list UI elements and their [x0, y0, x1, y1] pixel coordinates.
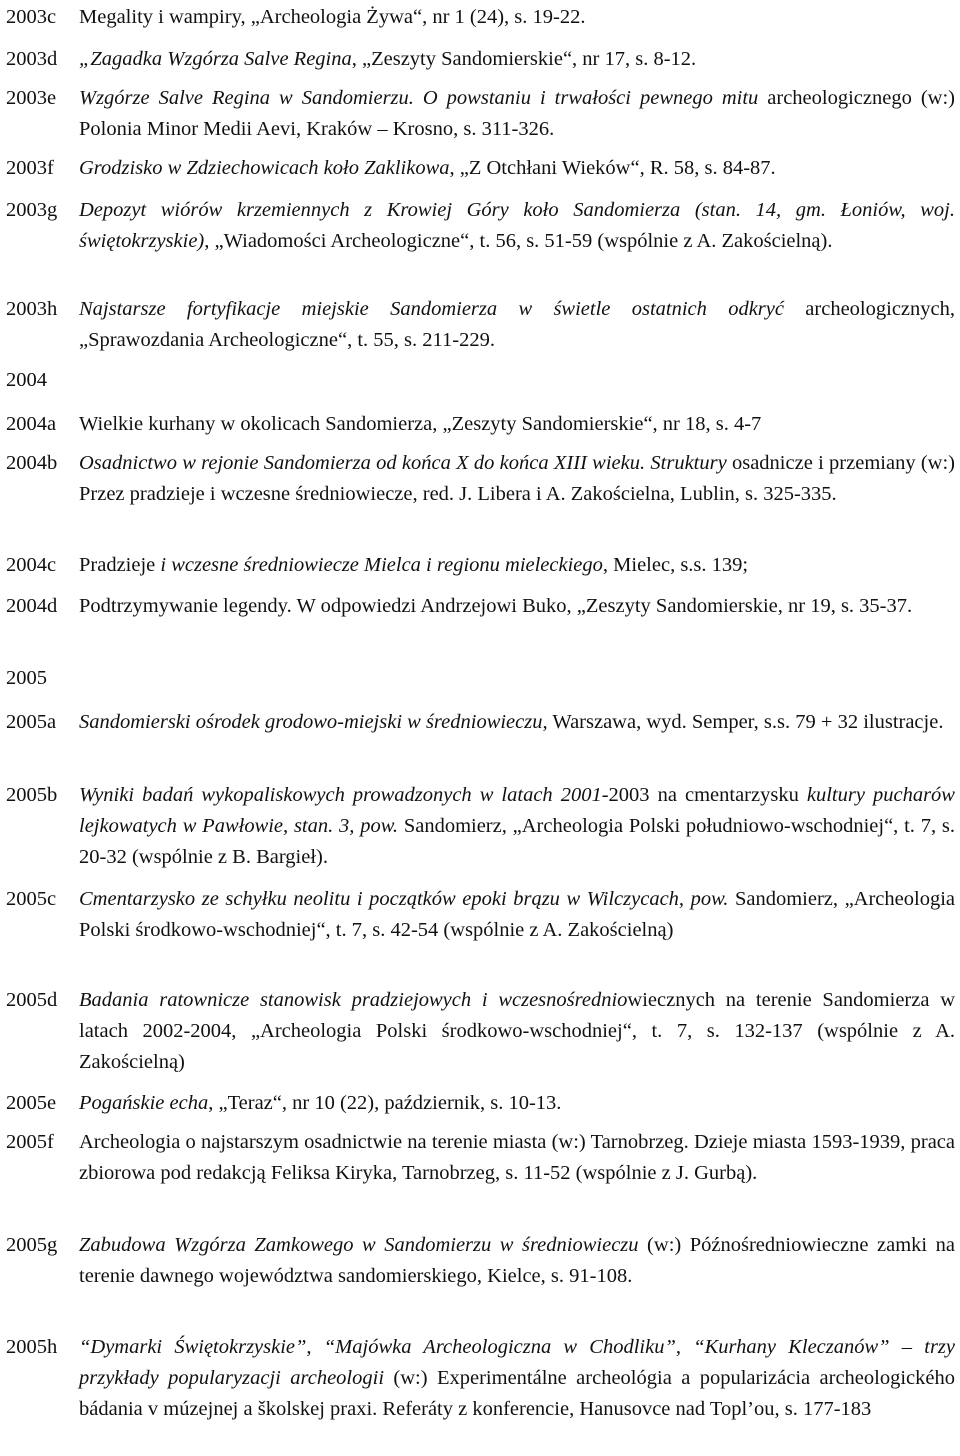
entry-code: 2003e — [6, 87, 57, 109]
entry-title-italic: „Zagadka Wzgórza Salve Regina — [79, 48, 352, 70]
entry-title-italic: Zabudowa Wzgórza Zamkowego w Sandomierzu w średniowieczu — [79, 1234, 639, 1256]
entry-text-segment: Sandomierz, „Archeologia Polski południowo-wschodniej“, t. 7, s. 20-32 (wspólnie z B. Bargieł). — [79, 815, 955, 868]
entry-text — [79, 1230, 955, 1292]
entry-text — [79, 1127, 955, 1189]
entry-code: 2004b — [6, 452, 58, 474]
entry-code: 2005h — [6, 1336, 58, 1358]
entry-text-segment: archeologicznego (w:) Polonia Minor Medii Aevi, Kraków – Krosno, s. 311-326. — [79, 87, 955, 140]
entry-code: 2004a — [6, 413, 57, 435]
entry-text-segment: wiecznych na terenie Sandomierza w latach 2002-2004, „Archeologia Polski środkowo-wschodniej“, t. 7, s. 132-137 (wspólnie z A. Zakościelną) — [79, 989, 955, 1073]
entry-code: 2005a — [6, 711, 57, 733]
entry-text-segment: , Warszawa, wyd. Semper, s.s. 79 + 32 ilustracje. — [542, 711, 944, 733]
entry-code: 2005c — [6, 888, 57, 910]
entry-text — [79, 707, 955, 738]
entry-code: 2003f — [6, 157, 54, 179]
entry-text — [79, 2, 955, 33]
entry-title-italic: Badania ratownicze stanowisk pradziejowych i wczesnośrednio — [79, 989, 628, 1011]
entry-title-italic: Sandomierski ośrodek grodowo-miejski w średniowieczu — [79, 711, 543, 733]
entry-text — [79, 409, 955, 440]
entry-text-segment: Megality i wampiry, „Archeologia Żywa“, nr 1 (24), s. 19-22. — [79, 6, 586, 28]
entry-title-italic: kultury pucharów lejkowatych w Pawłowie, stan. 3, pow. — [79, 784, 955, 837]
entry-text-segment: osadnicze i przemiany (w:) Przez pradzieje i wczesne średniowiecze, red. J. Libera i A. Zakościelna, Lublin, s. 325-335. — [79, 452, 955, 505]
entry-text-segment: Podtrzymywanie legendy. W odpowiedzi Andrzejowi Buko, „Zeszyty Sandomierskie, nr 19, s. 35-37. — [79, 595, 913, 617]
entry-text-segment: 2003 na cmentarzysku — [608, 784, 807, 806]
entry-text-segment: (w:) Experimentálne archeológia a popularizácia archeologického bádania v múzejnej a školskej praxi. Referáty z konferencie, Hanusovce nad Topl’ou, s. 177-183 — [79, 1367, 955, 1420]
entry-code: 2005f — [6, 1131, 54, 1153]
entry-text — [79, 44, 955, 75]
entry-text — [79, 83, 955, 145]
entry-text-segment: Sandomierz, „Archeologia Polski środkowo-wschodniej“, t. 7, s. 42-54 (wspólnie z A. Zakościelną) — [79, 888, 955, 941]
entry-title-italic: Osadnictwo w rejonie Sandomierza od końca X do końca XIII wieku. Struktury — [79, 452, 727, 474]
year-heading: 2005 — [6, 667, 47, 689]
entry-text-segment: , Mielec, s.s. 139; — [602, 554, 749, 576]
entry-title-italic: Wzgórze Salve Regina w Sandomierzu. O powstaniu i trwałości pewnego mitu — [79, 87, 759, 109]
entry-text — [79, 153, 955, 184]
entry-title-italic: Cmentarzysko ze schyłku neolitu i początków epoki brązu w Wilczycach, pow. — [79, 888, 729, 910]
year-heading: 2004 — [6, 369, 47, 391]
entry-text-segment: Pradzieje — [79, 554, 161, 576]
entry-code: 2004d — [6, 595, 58, 617]
entry-text — [79, 780, 955, 873]
entry-text — [79, 591, 955, 622]
entry-title-italic: Najstarsze fortyfikacje miejskie Sandomierza w świetle ostatnich odkryć — [79, 298, 784, 320]
entry-code: 2003h — [6, 298, 58, 320]
entry-text-segment: (w:) Późnośredniowieczne zamki na terenie dawnego województwa sandomierskiego, Kielce, s. 91-108. — [79, 1234, 955, 1287]
entry-title-italic: Pogańskie echa — [79, 1092, 209, 1114]
entry-code: 2003c — [6, 6, 57, 28]
entry-code: 2005b — [6, 784, 58, 806]
entry-text — [79, 448, 955, 510]
entry-code: 2005e — [6, 1092, 57, 1114]
entry-text — [79, 550, 955, 581]
entry-text-segment: , „Wiadomości Archeologiczne“, t. 56, s. 51-59 (wspólnie z A. Zakościelną). — [204, 230, 833, 252]
entry-code: 2004c — [6, 554, 57, 576]
entry-text-segment: , „Zeszyty Sandomierskie“, nr 17, s. 8-12. — [351, 48, 697, 70]
entry-title-italic: Wyniki badań wykopaliskowych prowadzonych w latach 2001- — [79, 784, 609, 806]
entry-text — [79, 1332, 955, 1425]
entry-text — [79, 884, 955, 946]
entry-text — [79, 985, 955, 1078]
entry-title-italic: i wczesne średniowiecze Mielca i regionu mieleckiego — [160, 554, 603, 576]
entry-text-segment: Archeologia o najstarszym osadnictwie na terenie miasta (w:) Tarnobrzeg. Dzieje miasta 1593-1939, praca zbiorowa pod redakcją Feliksa Kiryka, Tarnobrzeg, s. 11-52 (wspólnie z J. Gurbą). — [79, 1131, 955, 1184]
entry-text-segment: Wielkie kurhany w okolicach Sandomierza, „Zeszyty Sandomierskie“, nr 18, s. 4-7 — [79, 413, 762, 435]
entry-title-italic: Grodzisko w Zdziechowicach koło Zaklikowa — [79, 157, 450, 179]
entry-text — [79, 195, 955, 257]
entry-text-segment: archeologicznych, „Sprawozdania Archeologiczne“, t. 55, s. 211-229. — [79, 298, 955, 351]
entry-code: 2003d — [6, 48, 58, 70]
entry-text — [79, 294, 955, 356]
entry-text-segment: , „Teraz“, nr 10 (22), październik, s. 10-13. — [208, 1092, 562, 1114]
entry-text — [79, 1088, 955, 1119]
entry-text-segment: , „Z Otchłani Wieków“, R. 58, s. 84-87. — [449, 157, 776, 179]
entry-code: 2005g — [6, 1234, 58, 1256]
entry-code: 2003g — [6, 199, 58, 221]
entry-title-italic: Depozyt wiórów krzemiennych z Krowiej Góry koło Sandomierza (stan. 14, gm. Łoniów, woj. świętokrzyskie) — [79, 199, 955, 252]
entry-code: 2005d — [6, 989, 58, 1011]
entry-title-italic: “Dymarki Świętokrzyskie”, “Majówka Archeologiczna w Chodliku”, “Kurhany Kleczanów” – trzy przykłady popularyzacji archeologii — [79, 1336, 955, 1389]
